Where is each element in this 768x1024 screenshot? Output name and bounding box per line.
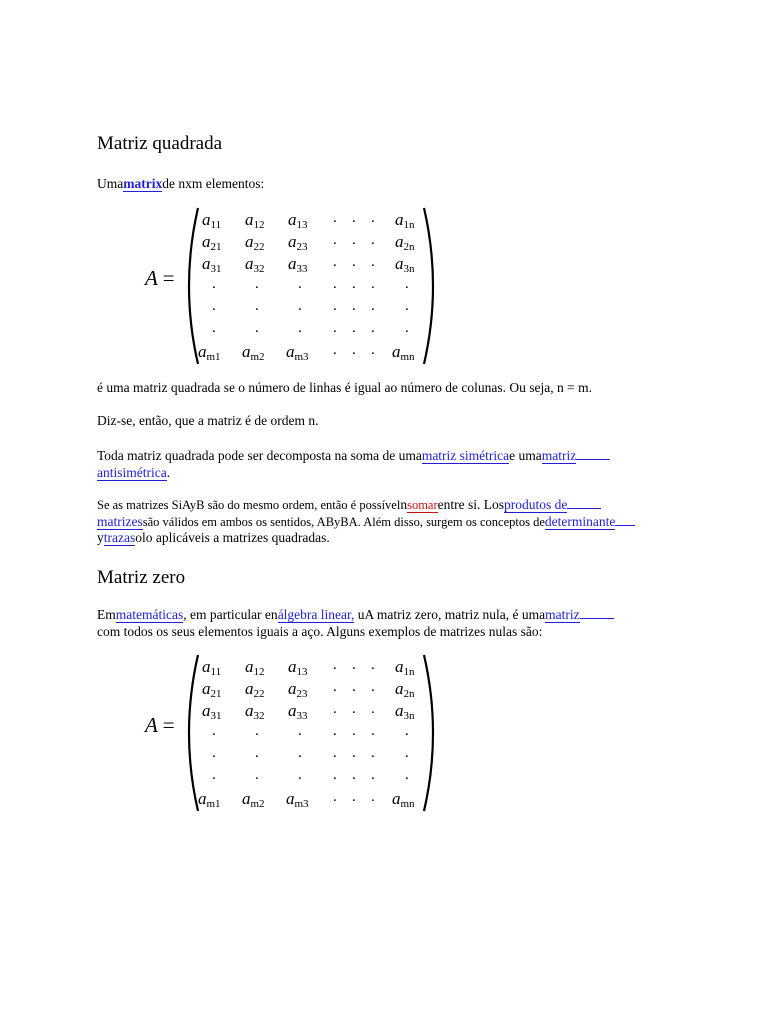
matrix-products-link[interactable]: produtos de <box>504 497 568 512</box>
matrix-lhs: A = <box>145 713 175 737</box>
matrices-link[interactable]: matrizes <box>97 513 143 529</box>
antisymmetric-link[interactable]: antisimétrica <box>97 464 167 480</box>
matrix-link-3[interactable]: matriz <box>545 607 580 622</box>
section-title-matriz-zero: Matriz zero <box>97 567 186 588</box>
paragraph-decomposition: Toda matriz quadrada pode ser decomposta na soma de umamatriz simétricae umamatriz antisimétrica. <box>97 448 687 481</box>
matrix-equation-2: A = $a_{11}$ $a_{12}$ $a_{13}$ . . . $a_{1n}$ $a_{21}$ $a_{22}$ $a_{23}$ . . . $a_{2n}$ $a_{31}$ $a_{32}$ $a_{33}$ . . . $a_{3n}$ . . . . . . . . . . . . . . . . . . . . . $a_{m1}$ $a_{m2}$ $a_{m3}$ . . . $a_{mn}$ <box>140 651 450 815</box>
paragraph-zero-matrix: Emmatemáticas, em particular enálgebra linear, uA matriz zero, matriz nula, é umamatriz com todos os seus elementos iguais a aço. Alguns exemplos de matrizes nulas são: <box>97 607 687 640</box>
paragraph-order: Diz-se, então, que a matriz é de ordem n. <box>97 413 319 428</box>
traces-link[interactable]: trazas <box>103 530 136 545</box>
paragraph-square-definition: é uma matriz quadrada se o número de linhas é igual ao número de colunas. Ou seja, n = m. <box>97 380 592 395</box>
matrix-link-2[interactable]: matriz <box>541 448 577 463</box>
section-title-matriz-quadrada: Matriz quadrada <box>97 133 223 154</box>
matrix-lhs: A = <box>145 266 175 290</box>
determinant-link[interactable]: determinante <box>544 513 616 529</box>
matrix-equation-1: A = $a_{11}$ $a_{12}$ $a_{13}$ . . . $a_{1n}$ $a_{21}$ $a_{22}$ $a_{23}$ . . . $a_{2n}$ $a_{31}$ $a_{32}$ $a_{33}$ . . . $a_{3n}$ . . . . . . . . . . . . . . . . . . . . . $a_{m1}$ $a_{m2}$ $a_{m3}$ . . . $a_{mn}$ <box>140 204 450 368</box>
intro-text-2: de nxm elementos: <box>162 176 265 191</box>
intro-text: Uma <box>97 176 124 191</box>
matrix-link[interactable]: matrix <box>123 176 163 191</box>
linear-algebra-link[interactable]: álgebra linear, <box>277 607 355 622</box>
sum-link[interactable]: somar <box>407 498 438 512</box>
paragraph-operations: Se as matrizes SiAyB são do mesmo ordem, então é possívelnsomarentre si. Losprodutos de matrizessão válidos em ambos os sentidos, AByBA. Além disso, surgem os conceptos dedeterminante ytrazasolo aplicáveis a matrizes quadradas. <box>97 497 687 547</box>
mathematics-link[interactable]: matemáticas <box>115 607 184 622</box>
intro-paragraph <box>97 176 687 193</box>
symmetric-matrix-link[interactable]: matriz simétrica <box>421 448 510 463</box>
